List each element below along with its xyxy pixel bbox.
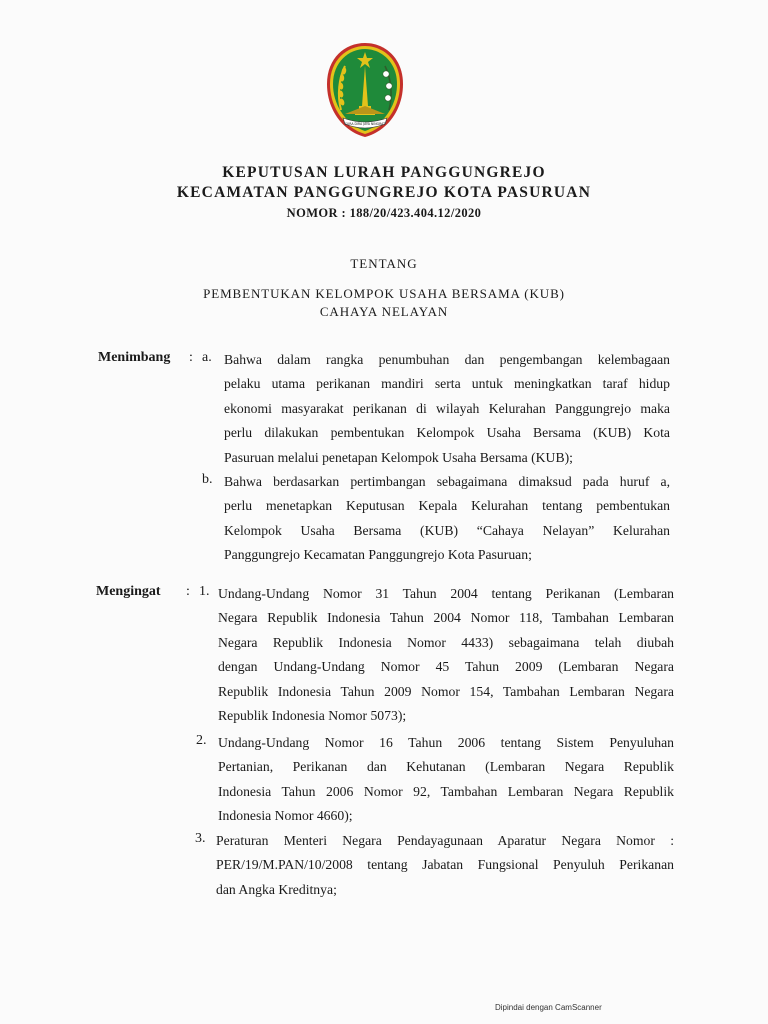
- text-line: dan Angka Kreditnya;: [216, 881, 337, 897]
- mengingat-label: Mengingat: [96, 584, 161, 599]
- mengingat-item-1: [218, 582, 674, 728]
- decree-title-line2: KECAMATAN PANGGUNGREJO KOTA PASURUAN: [176, 184, 592, 201]
- mengingat-item-3: [216, 829, 674, 902]
- text-line: Peraturan Menteri Negara Pendayagunaan Aparatur Negara Nomor :: [216, 833, 674, 848]
- menimbang-label: Menimbang: [98, 350, 171, 365]
- text-line: Bahwa berdasarkan pertimbangan sebagaimana dimaksud pada huruf a,: [224, 474, 670, 489]
- text-line: dengan Undang-Undang Nomor 45 Tahun 2009 (Lembaran Negara: [218, 659, 674, 675]
- text-line: Pasuruan melalui penetapan Kelompok Usaha Bersama (KUB);: [224, 449, 573, 465]
- text-line: Republik Indonesia Tahun 2009 Nomor 154, Tambahan Lembaran Negara: [218, 683, 674, 699]
- mengingat-colon: :: [186, 584, 190, 599]
- text-line: perlu dilakukan pembentukan Kelompok Usaha Bersama (KUB) Kota: [224, 425, 670, 441]
- text-line: Republik Indonesia Nomor 5073);: [218, 707, 407, 723]
- mengingat-item-2-marker: 2.: [196, 733, 207, 748]
- menimbang-item-b: [224, 470, 670, 568]
- text-line: Pertanian, Perikanan dan Kehutanan (Lembaran Negara Republik: [218, 759, 674, 775]
- text-line: Kelompok Usaha Bersama (KUB) “Cahaya Nelayan” Kelurahan: [224, 522, 670, 538]
- scanner-watermark: Dipindai dengan CamScanner: [495, 1003, 602, 1012]
- subject-line1: PEMBENTUKAN KELOMPOK USAHA BERSAMA (KUB): [203, 286, 565, 301]
- text-line: Undang-Undang Nomor 31 Tahun 2004 tentang Perikanan (Lembaran: [218, 586, 674, 601]
- decree-number: NOMOR : 188/20/423.404.12/2020: [286, 206, 482, 220]
- text-line: Undang-Undang Nomor 16 Tahun 2006 tentang Sistem Penyuluhan: [218, 735, 674, 750]
- text-line: Negara Republik Indonesia Tahun 2004 Nomor 118, Tambahan Lembaran: [218, 610, 674, 626]
- text-line: Indonesia Nomor 4660);: [218, 808, 353, 824]
- text-line: Indonesia Tahun 2006 Nomor 92, Tambahan Lembaran Negara Republik: [218, 783, 674, 799]
- pasuruan-city-emblem-icon: [323, 40, 407, 140]
- svg-text:SURA DIRA JAYA NINGRAT: SURA DIRA JAYA NINGRAT: [344, 122, 386, 126]
- text-line: PER/19/M.PAN/10/2008 tentang Jabatan Fungsional Penyuluh Perikanan: [216, 857, 674, 873]
- menimbang-colon: :: [189, 350, 193, 365]
- decree-title-line1: KEPUTUSAN LURAH PANGGUNGREJO: [222, 164, 546, 181]
- text-line: perlu menetapkan Keputusan Kepala Kelurahan tentang pembentukan: [224, 498, 670, 514]
- text-line: Panggungrejo Kecamatan Panggungrejo Kota Pasuruan;: [224, 547, 532, 563]
- tentang-heading: TENTANG: [350, 256, 418, 271]
- text-line: ekonomi masyarakat perikanan di wilayah Kelurahan Panggungrejo maka: [224, 400, 670, 416]
- text-line: pelaku utama perikanan mandiri serta untuk meningkatkan taraf hidup: [224, 376, 670, 392]
- text-line: Bahwa dalam rangka penumbuhan dan pengembangan kelembagaan: [224, 352, 670, 367]
- mengingat-item-3-marker: 3.: [195, 831, 206, 846]
- mengingat-item-2: [218, 731, 674, 829]
- text-line: Negara Republik Indonesia Nomor 4433) sebagaimana telah diubah: [218, 634, 674, 650]
- subject-line2: CAHAYA NELAYAN: [319, 304, 449, 319]
- menimbang-item-a: [224, 348, 670, 470]
- menimbang-item-a-marker: a.: [202, 350, 212, 365]
- mengingat-item-1-marker: 1.: [199, 584, 210, 599]
- menimbang-item-b-marker: b.: [202, 472, 213, 487]
